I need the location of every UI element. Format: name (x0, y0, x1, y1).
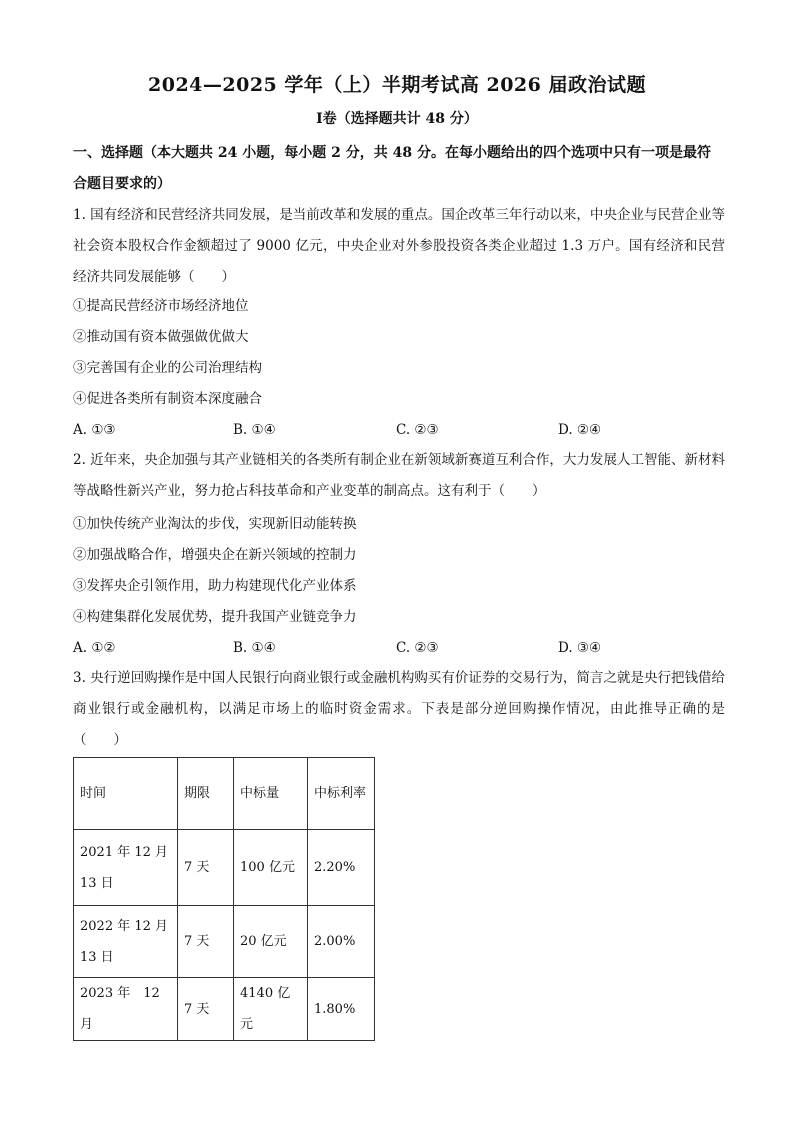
table-row (74, 978, 375, 1041)
table-cell: 100 亿元 (234, 830, 308, 906)
choice-b[interactable]: B. ①④ (233, 640, 276, 656)
page-title: 2024—2025 学年（上）半期考试高 2026 届政治试题 (148, 74, 646, 96)
table-row (74, 906, 375, 978)
question-1-stem: 1. 国有经济和民营经济共同发展，是当前改革和发展的重点。国企改革三年行动以来，中央企业与民营企业等社会资本股权合作金额超过了 9000 亿元，中央企业对外参股投资各类企业超过 1.3 万户。国有经济和民营经济共同发展能够（ ） (73, 207, 725, 285)
table-header-row (74, 758, 375, 830)
reverse-repo-table (73, 757, 375, 1041)
table-cell: 2022 年 12 月 13 日 (74, 906, 178, 978)
question-2-item: ②加强战略合作，增强央企在新兴领域的控制力 (73, 547, 357, 563)
table-cell: 2.00% (308, 906, 375, 978)
table-cell: 2023 年 12 月 (74, 978, 178, 1041)
table-row (74, 830, 375, 906)
question-1-item: ③完善国有企业的公司治理结构 (73, 360, 262, 376)
table-cell: 1.80% (308, 978, 375, 1041)
table-cell: 4140 亿元 (234, 978, 308, 1041)
table-header-cell: 时间 (74, 758, 178, 830)
choice-c[interactable]: C. ②③ (396, 640, 439, 656)
choice-a[interactable]: A. ①② (73, 640, 116, 656)
table-cell: 7 天 (178, 830, 234, 906)
table-cell: 2.20% (308, 830, 375, 906)
page-subtitle: Ⅰ卷（选择题共计 48 分） (316, 111, 478, 127)
choice-c[interactable]: C. ②③ (396, 422, 439, 438)
question-2-stem: 2. 近年来，央企加强与其产业链相关的各类所有制企业在新领域新赛道互利合作，大力发展人工智能、新材料等战略性新兴产业，努力抢占科技革命和产业变革的制高点。这有利于（ ） (73, 452, 725, 499)
table-header-cell: 期限 (178, 758, 234, 830)
table-header-cell: 中标利率 (308, 758, 375, 830)
table-cell: 20 亿元 (234, 906, 308, 978)
question-3-stem: 3. 央行逆回购操作是中国人民银行向商业银行或金融机构购买有价证券的交易行为，简言之就是央行把钱借给商业银行或金融机构，以满足市场上的临时资金需求。下表是部分逆回购操作情况，由此推导正确的是（ ） (73, 670, 725, 748)
question-2-item: ④构建集群化发展优势，提升我国产业链竞争力 (73, 609, 357, 625)
choice-d[interactable]: D. ②④ (558, 422, 602, 438)
question-2-item: ①加快传统产业淘汰的步伐，实现新旧动能转换 (73, 516, 357, 532)
table-header-cell: 中标量 (234, 758, 308, 830)
question-1-item: ②推动国有资本做强做优做大 (73, 329, 249, 345)
choice-d[interactable]: D. ③④ (558, 640, 602, 656)
question-1-item: ①提高民营经济市场经济地位 (73, 298, 249, 314)
section-heading: 一、选择题（本大题共 24 小题，每小题 2 分，共 48 分。在每小题给出的四个选项中只有一项是最符合题目要求的） (73, 145, 711, 192)
table-cell: 2021 年 12 月 13 日 (74, 830, 178, 906)
table-cell: 7 天 (178, 906, 234, 978)
question-1-item: ④促进各类所有制资本深度融合 (73, 391, 262, 407)
choice-b[interactable]: B. ①④ (233, 422, 276, 438)
choice-a[interactable]: A. ①③ (73, 422, 116, 438)
table-cell: 7 天 (178, 978, 234, 1041)
question-2-item: ③发挥央企引领作用，助力构建现代化产业体系 (73, 578, 357, 594)
